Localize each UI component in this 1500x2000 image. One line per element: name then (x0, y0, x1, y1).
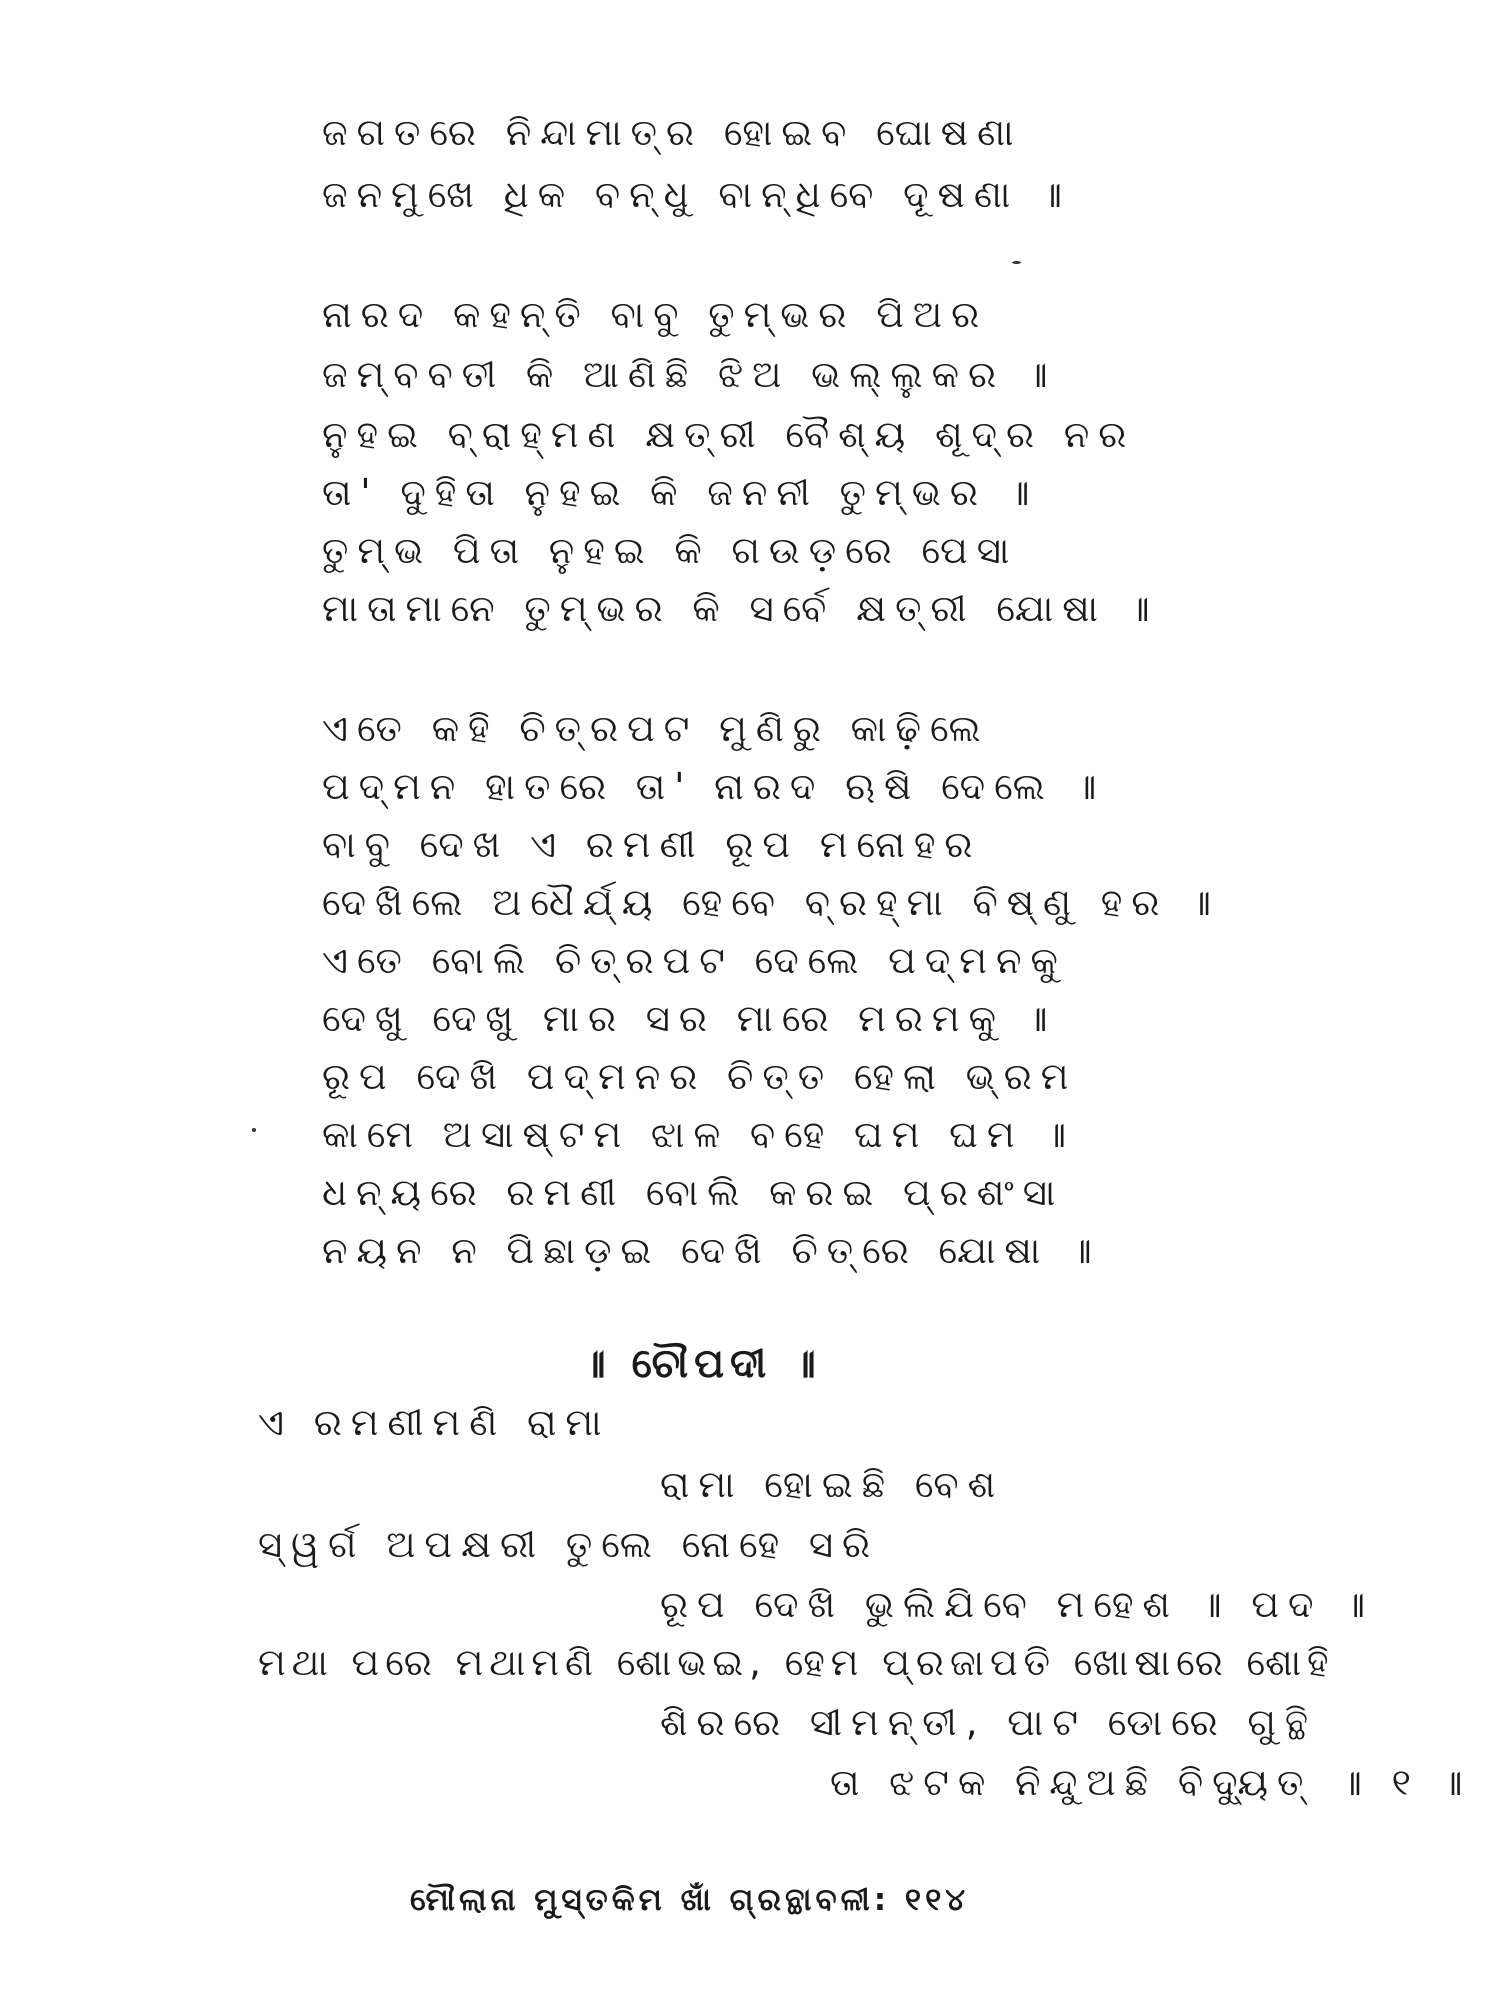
verse-line: ତା ଝଟକ ନିନ୍ଦୁଅଛି ବିଦ୍ୟୁତ୍ (830, 1761, 1313, 1804)
verse-line: ମାତାମାନେ ତୁମ୍ଭର କି ସର୍ବେ କ୍ଷତ୍ରୀ ଯୋଷା ॥ (322, 587, 1159, 630)
verse-line: ଏତେ କହି ଚିତ୍ରପଟ ମୁଣିରୁ କାଢ଼ିଲେ (322, 707, 990, 750)
verse-line: ନୟନ ନ ପିଛାଡ଼ଇ ଦେଖି ଚିତ୍ରେ ଯୋଷା ॥ (322, 1229, 1101, 1272)
verse-line: ନାରଦ କହନ୍ତି ବାବୁ ତୁମ୍ଭର ପିଅର (322, 293, 989, 336)
verse-line: ଦେଖିଲେ ଅଧୈର୍ଯ୍ୟ ହେବେ ବ୍ରହ୍ମା ବିଷ୍ଣୁ ହର ॥ (322, 881, 1221, 924)
verse-line: ରୂପ ଦେଖି ଭୁଲିଯିବେ ମହେଶ ॥ ପଦ ॥ (660, 1583, 1375, 1626)
verse-line: ଏତେ ବୋଲି ଚିତ୍ରପଟ ଦେଲେ ପଦ୍ମନକୁ (322, 939, 1067, 982)
verse-line: ବାବୁ ଦେଖ ଏ ରମଣୀ ରୂପ ମନୋହର (322, 823, 982, 866)
verse-line: ଧନ୍ୟରେ ରମଣୀ ବୋଲି କରଇ ପ୍ରଶଂସା (322, 1171, 1065, 1214)
verse-line: ଦେଖୁ ଦେଖୁ ମାର ସର ମାରେ ମରମକୁ ॥ (322, 997, 1057, 1040)
verse-line: ଏ ରମଣୀମଣି ରାମା (258, 1401, 611, 1444)
verse-line: ତା' ଦୁହିତା ନୁହଇ କି ଜନନୀ ତୁମ୍ଭର ॥ (322, 471, 1039, 514)
verse-line: ଜନମୁଖେ ଧିକ ବନ୍ଧୁ ବାନ୍ଧିବେ ଦୂଷଣା ॥ (322, 173, 1071, 216)
verse-line: ପଦ୍ମନ ହାତରେ ତା' ନାରଦ ଋଷି ଦେଲେ ॥ (322, 765, 1106, 808)
verse-line: ଜମ୍ବବତୀ କି ଆଣିଛି ଝିଅ ଭଲ୍ଲୁକର ॥ (322, 353, 1057, 396)
verse-line: ମଥା ପରେ ମଥାମଣି ଶୋଭଇ, ହେମ ପ୍ରଜାପତି ଖୋଷାରେ ଶୋହି (258, 1641, 1335, 1684)
verse-line: ଜଗତରେ ନିନ୍ଦାମାତ୍ର ହୋଇବ ଘୋଷଣା (322, 111, 1023, 154)
verse-line: ରୂପ ଦେଖି ପଦ୍ମନର ଚିତ୍ତ ହେଲା ଭ୍ରମ (322, 1055, 1078, 1098)
scan-speck (1012, 261, 1021, 264)
scan-speck (252, 1128, 256, 1132)
verse-number: ॥ ୧ ॥ (1340, 1761, 1472, 1804)
section-heading: ॥ ଚୌପଦୀ ॥ (582, 1341, 822, 1387)
verse-line: ନୁହଇ ବ୍ରାହ୍ମଣ କ୍ଷତ୍ରୀ ବୈଶ୍ୟ ଶୂଦ୍ର ନର (322, 413, 1136, 456)
verse-line: ତୁମ୍ଭ ପିତା ନୁହଇ କି ଗଉଡ଼ରେ ପେସା (322, 529, 1019, 572)
verse-line: କାମେ ଅସାଷ୍ଟମ ଝାଳ ବହେ ଘମ ଘମ ॥ (322, 1113, 1076, 1156)
verse-line: ରାମା ହୋଇଛି ବେଶ (660, 1463, 1005, 1506)
page-footer: ମୌଲାନା ମୁସ୍ତକିମ ଖାଁ ଗ୍ରନ୍ଥାବଳୀ: ୧୧୪ (410, 1882, 970, 1918)
verse-line: ଶିରରେ ସୀମନ୍ତୀ, ପାଟ ଡୋରେ ଗୁନ୍ଥି (660, 1701, 1318, 1744)
verse-line: ସ୍ୱର୍ଗ ଅପକ୍ଷରୀ ତୁଲେ ନୋହେ ସରି (258, 1523, 880, 1566)
